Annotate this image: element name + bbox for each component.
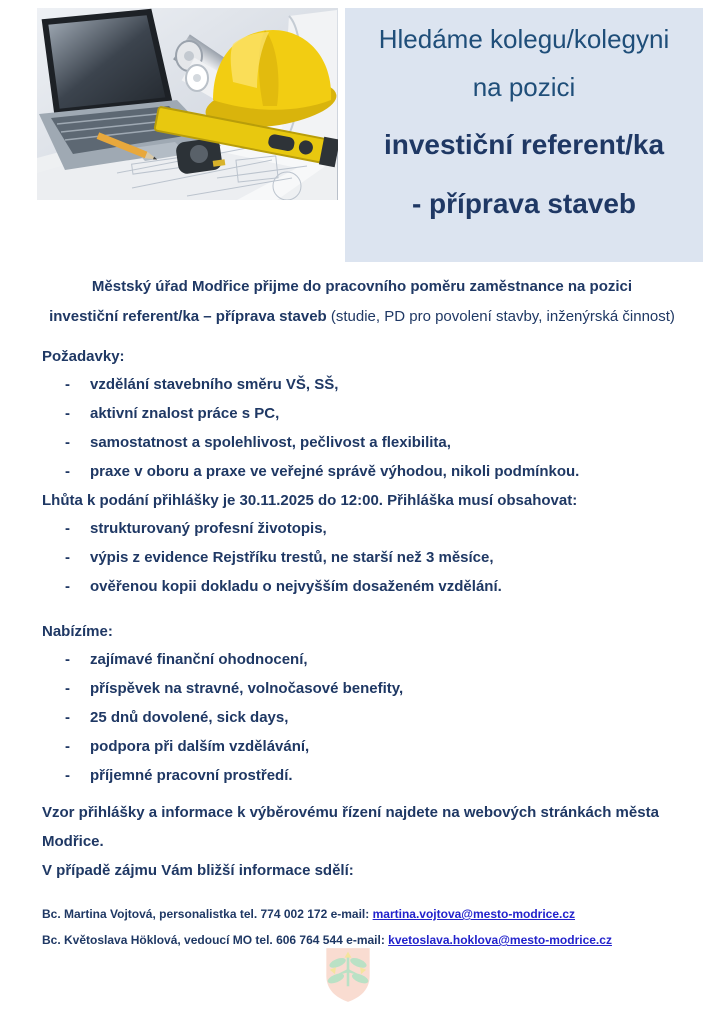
bullet-dash: - <box>65 405 70 422</box>
list-item-text: samostatnost a spolehlivost, pečlivost a flexibilita, <box>90 434 451 451</box>
closing-line2: V případě zájmu Vám bližší informace sdělí: <box>42 862 354 879</box>
header-photo <box>37 8 338 200</box>
intro-line1: Městský úřad Modřice přijme do pracovního poměru zaměstnance na pozici <box>91 278 633 295</box>
title-line-1: Hledáme kolegu/kolegyni <box>378 24 670 54</box>
intro-paragraph <box>42 272 682 332</box>
bullet-dash: - <box>65 767 70 784</box>
bullet-dash: - <box>65 376 70 393</box>
section-heading-requirements: Požadavky: <box>42 348 125 365</box>
list-item <box>42 543 682 572</box>
intro-line2-normal: (studie, PD pro povolení stavby, inženýrská činnost) <box>326 308 675 325</box>
list-item-text: podpora při dalším vzdělávání, <box>90 738 310 755</box>
title-box <box>345 8 703 262</box>
bullet-dash: - <box>65 578 70 595</box>
list-item <box>42 674 682 703</box>
bullet-dash: - <box>65 651 70 668</box>
intro-line2-bold: investiční referent/ka – příprava staveb <box>49 308 327 325</box>
bullet-dash: - <box>65 738 70 755</box>
requirements-list <box>42 370 682 486</box>
list-item-text: strukturovaný profesní životopis, <box>90 520 327 537</box>
contact-1-text: Bc. Martina Vojtová, personalistka tel. 774 002 172 e-mail: <box>42 907 373 921</box>
list-item <box>42 399 682 428</box>
bullet-dash: - <box>65 520 70 537</box>
list-item-text: 25 dnů dovolené, sick days, <box>90 709 289 726</box>
bullet-dash: - <box>65 680 70 697</box>
bullet-dash: - <box>65 549 70 566</box>
list-item-text: výpis z evidence Rejstříku trestů, ne starší než 3 měsíce, <box>90 549 494 566</box>
list-item-text: příjemné pracovní prostředí. <box>90 767 293 784</box>
list-item-text: ověřenou kopii dokladu o nejvyšším dosaženém vzdělání. <box>90 578 502 595</box>
list-item-text: zajímavé finanční ohodnocení, <box>90 651 308 668</box>
section-heading-deadline: Lhůta k podání přihlášky je 30.11.2025 do 12:00. Přihláška musí obsahovat: <box>42 492 578 509</box>
coat-of-arms-icon <box>322 946 374 1004</box>
list-item-text: příspěvek na stravné, volnočasové benefity, <box>90 680 404 697</box>
title-line-3: investiční referent/ka <box>383 129 665 160</box>
closing-paragraph <box>42 798 682 885</box>
bullet-dash: - <box>65 463 70 480</box>
list-item-text: vzdělání stavebního směru VŠ, SŠ, <box>90 376 339 393</box>
list-item <box>42 761 682 790</box>
list-item <box>42 703 682 732</box>
list-item <box>42 514 682 543</box>
section-heading-offer: Nabízíme: <box>42 623 113 640</box>
application-contents-list <box>42 514 682 601</box>
contact-2-email-link[interactable]: kvetoslava.hoklova@mesto-modrice.cz <box>388 933 612 947</box>
contact-2-text: Bc. Květoslava Höklová, vedoucí MO tel. 606 764 544 e-mail: <box>42 933 389 947</box>
list-item <box>42 645 682 674</box>
list-item <box>42 370 682 399</box>
list-item <box>42 428 682 457</box>
bullet-dash: - <box>65 434 70 451</box>
bullet-dash: - <box>65 709 70 726</box>
list-item-text: aktivní znalost práce s PC, <box>90 405 280 422</box>
benefits-list <box>42 645 682 790</box>
contact-line-1 <box>42 901 682 927</box>
construction-desk-photo <box>37 8 338 200</box>
document-body <box>0 262 724 953</box>
list-item-text: praxe v oboru a praxe ve veřejné správě výhodou, nikoli podmínkou. <box>90 463 580 480</box>
list-item <box>42 732 682 761</box>
closing-line1: Vzor přihlášky a informace k výběrovému řízení najdete na webových stránkách města Modřice. <box>42 804 659 850</box>
list-item <box>42 457 682 486</box>
title-line-2: na pozici <box>472 72 576 102</box>
title-line-4: - příprava staveb <box>411 188 637 219</box>
modrice-coat-of-arms-watermark <box>322 946 374 1004</box>
contact-1-email-link[interactable]: martina.vojtova@mesto-modrice.cz <box>372 907 576 921</box>
list-item <box>42 572 682 601</box>
